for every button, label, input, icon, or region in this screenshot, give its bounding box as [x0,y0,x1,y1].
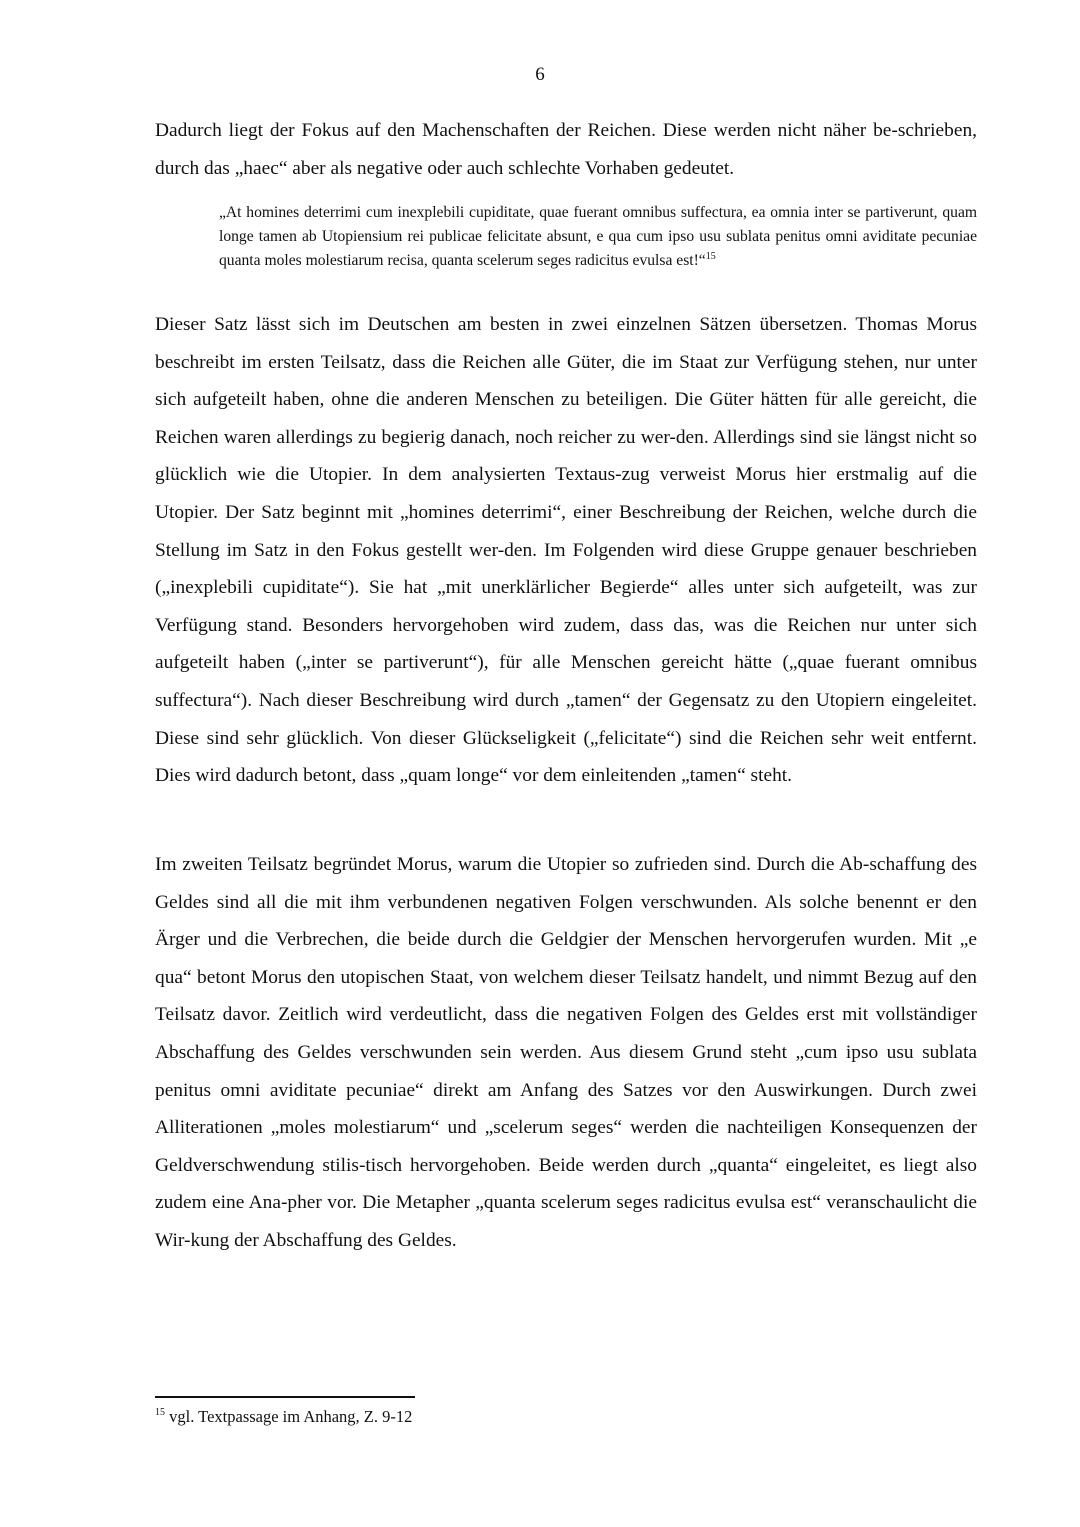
paragraph-second-clause [155,846,977,1260]
footnote-separator [155,1396,415,1398]
block-quote [219,201,977,274]
footnote-text: vgl. Textpassage im Anhang, Z. 9-12 [169,1407,413,1426]
paragraph-1: Dadurch liegt der Fokus auf den Machenschaften der Reichen. Diese werden nicht näher be-schrieben, durch das „haec“ aber als negative oder auch schlechte Vorhaben gedeutet. [155,120,977,179]
paragraph-2: Dieser Satz lässt sich im Deutschen am besten in zwei einzelnen Sätzen übersetzen. Thomas Morus beschreibt im ersten Teilsatz, dass die Reichen alle Güter, die im Staat zur Verfügung stehen, nur unter sich aufgeteilt haben, ohne die anderen Menschen zu beteiligen. Die Güter hätten für alle gereicht, die Reichen waren allerdings zu begierig danach, noch reicher zu wer-den. Allerdings sind sie längst nicht so glücklich wie die Utopier. In dem analysierten Textaus-zug verweist Morus hier erstmalig auf die Utopier. Der Satz beginnt mit „homines deterrimi“, einer Beschreibung der Reichen, welche durch die Stellung im Satz in den Fokus gestellt wer-den. Im Folgenden wird diese Gruppe genauer beschrieben („inexplebili cupiditate“). Sie hat „mit unerklärlicher Begierde“ alles unter sich aufgeteilt, was zur Verfügung stand. Besonders hervorgehoben wird zudem, dass das, was die Reichen nur unter sich aufgeteilt haben („inter se partiverunt“), für alle Menschen gereicht hätte („quae fuerant omnibus suffectura“). Nach dieser Beschreibung wird durch „tamen“ der Gegensatz zu den Utopiern eingeleitet. Diese sind sehr glücklich. Von dieser Glückseligkeit („felicitate“) sind die Reichen sehr weit entfernt. Dies wird dadurch betont, dass „quam longe“ vor dem einleitenden „tamen“ steht. [155,314,977,787]
footnote [155,1405,412,1429]
quote-text: „At homines deterrimi cum inexplebili cupiditate, quae fuerant omnibus suffectura, ea omnia inter se partiverunt, quam longe tamen ab Utopiensium rei publicae felicitate absunt, e qua cum ipso usu sublata penitus omni aviditate pecuniae quanta moles molestiarum recisa, quanta scelerum seges radicitus evulsa est!“ [219,204,977,270]
footnote-ref[interactable]: 15 [705,251,716,263]
paragraph-analysis [155,306,977,795]
paragraph-3: Im zweiten Teilsatz begründet Morus, warum die Utopier so zufrieden sind. Durch die Ab-schaffung des Geldes sind all die mit ihm verbundenen negativen Folgen verschwunden. Als solche benennt er den Ärger und die Verbrechen, die beide durch die Geldgier der Menschen hervorgerufen wurden. Mit „e qua“ betont Morus den utopischen Staat, von welchem dieser Teilsatz handelt, und nimmt Bezug auf den Teilsatz davor. Zeitlich wird verdeutlicht, dass die negativen Folgen des Geldes erst mit vollständiger Abschaffung des Geldes verschwunden sein werden. Aus diesem Grund steht „cum ipso usu sublata penitus omni aviditate pecuniae“ direkt am Anfang des Satzes vor den Auswirkungen. Durch zwei Alliterationen „moles molestiarum“ und „scelerum seges“ werden die nachteiligen Konsequenzen der Geldverschwendung stilis-tisch hervorgehoben. Beide werden durch „quanta“ eingeleitet, es liegt also zudem eine Ana-pher vor. Die Metapher „quanta scelerum seges radicitus evulsa est“ veranschaulicht die Wir-kung der Abschaffung des Geldes. [155,854,977,1251]
footnote-number: 15 [155,1407,165,1418]
page-number: 6 [535,64,545,85]
paragraph-intro [155,112,977,187]
